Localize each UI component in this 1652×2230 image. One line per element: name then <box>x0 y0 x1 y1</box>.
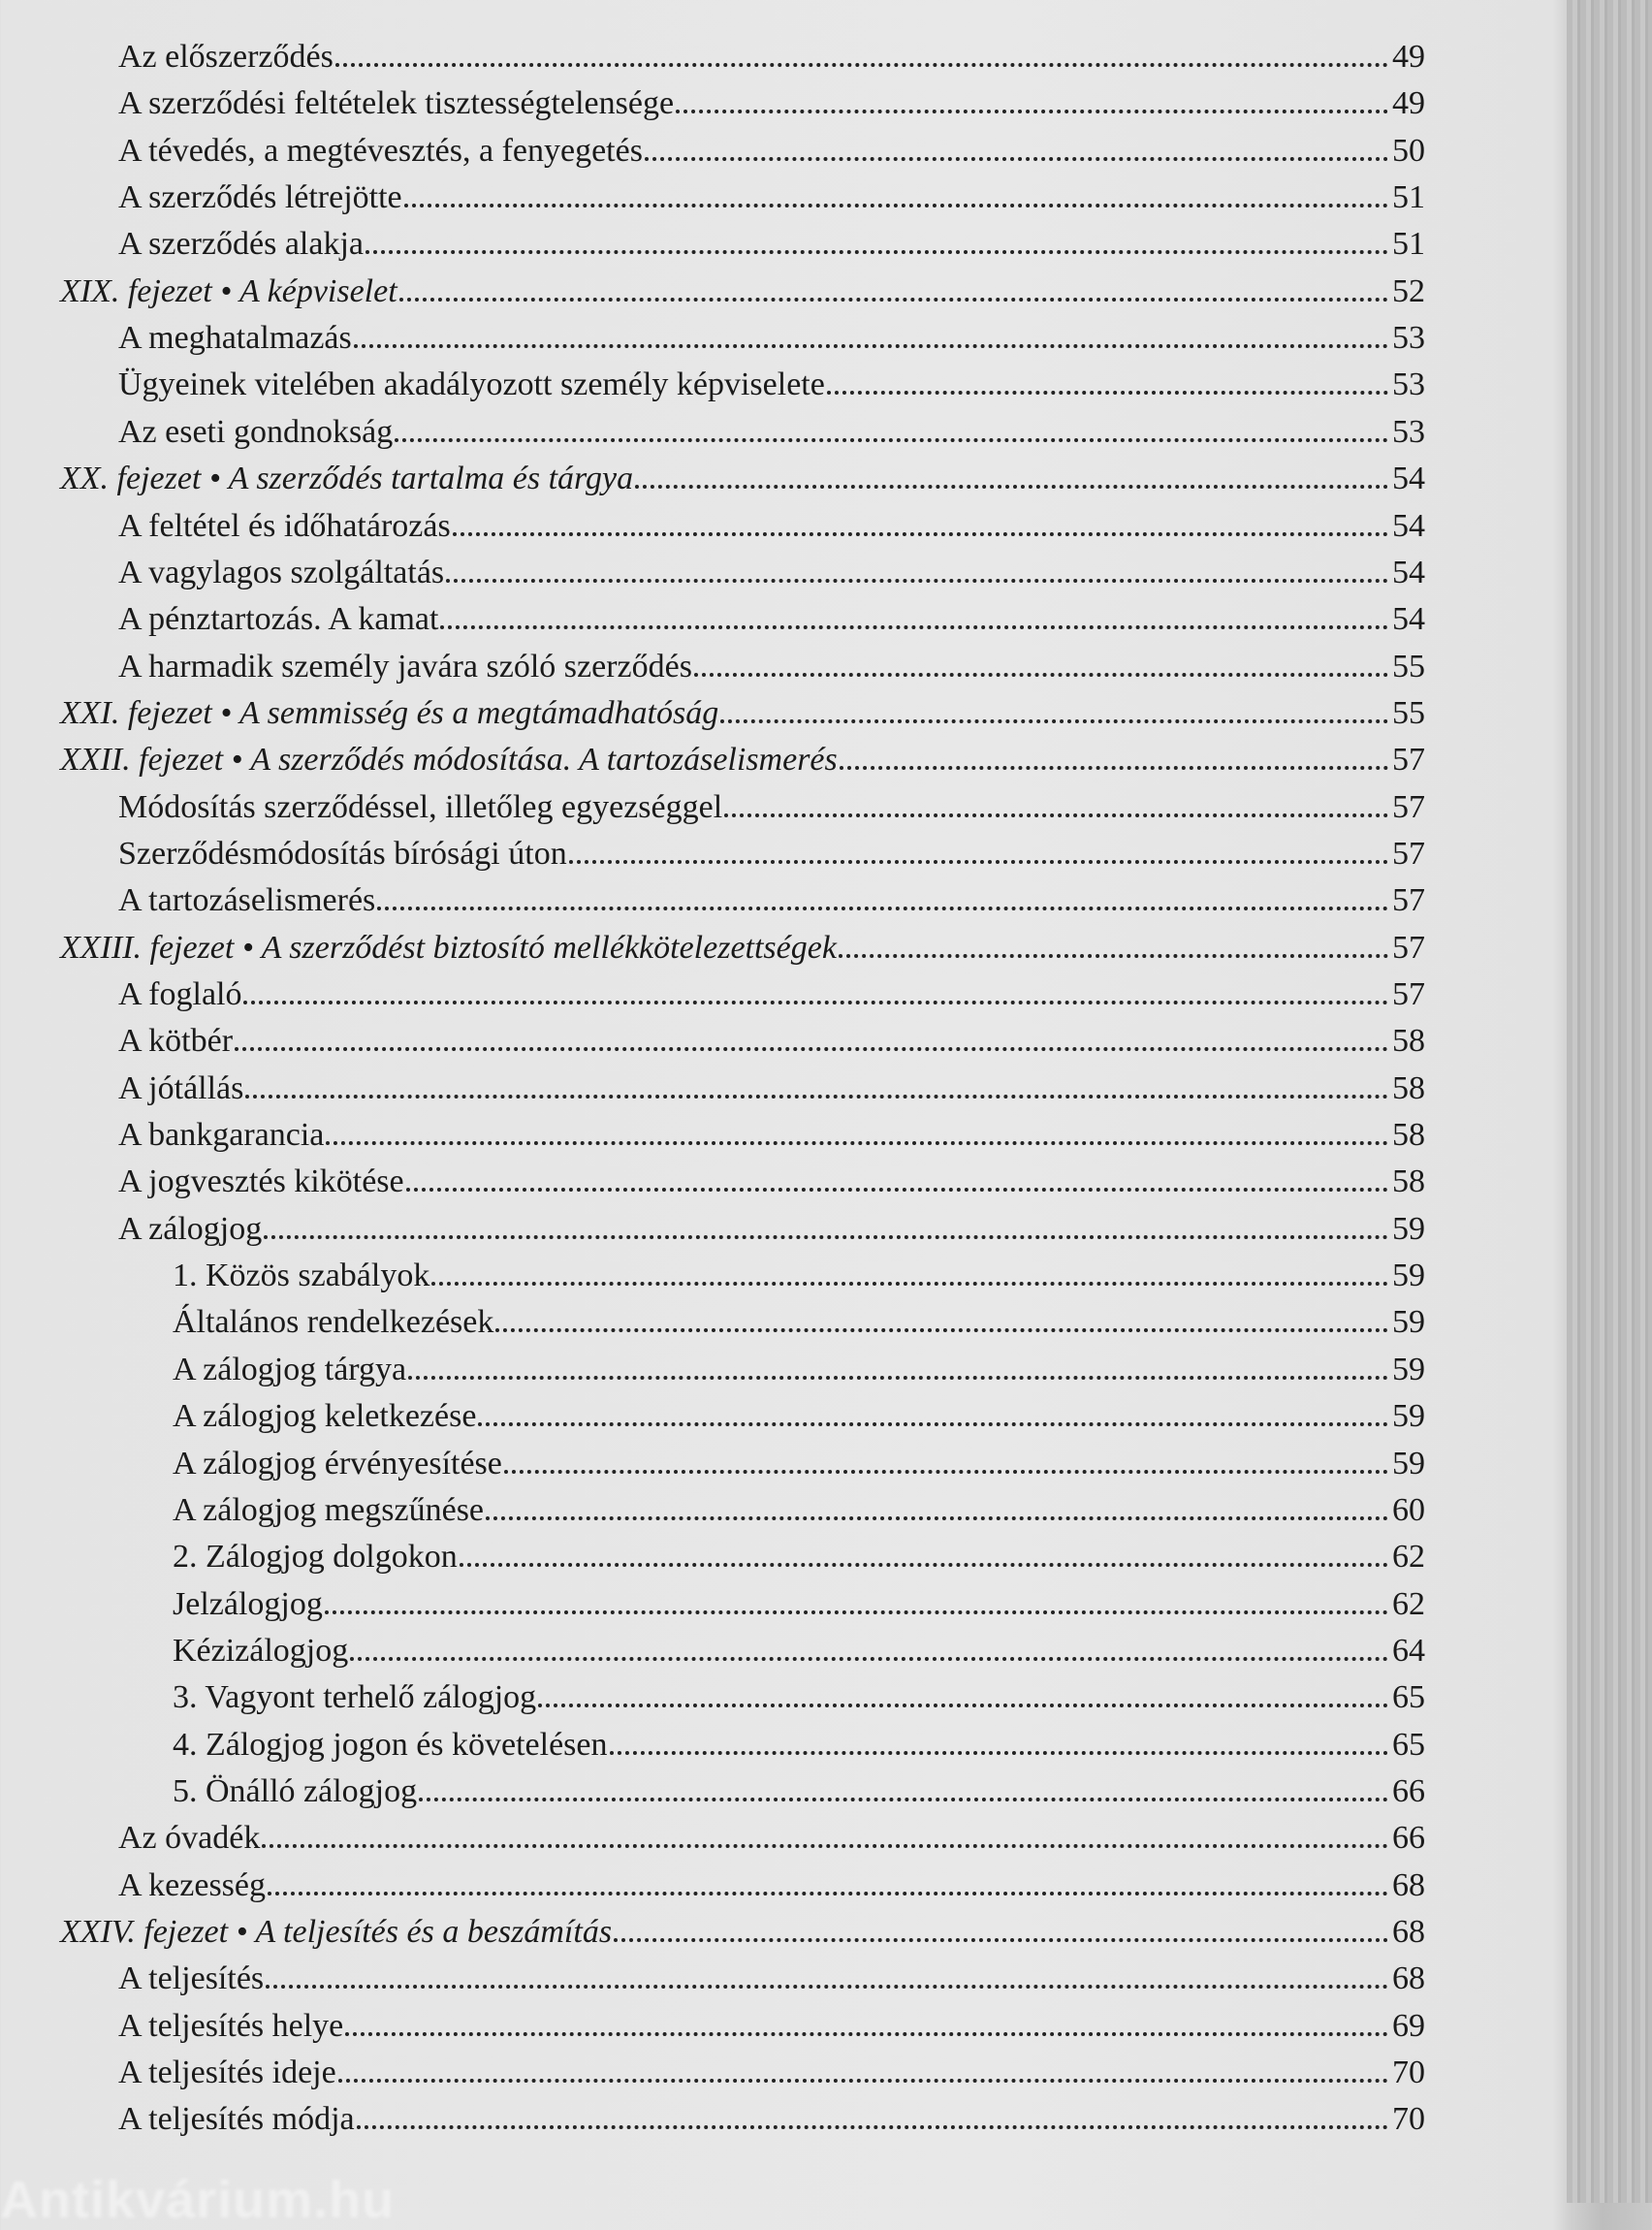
dot-leader <box>676 110 1388 113</box>
entry-title: A teljesítés helye <box>118 2007 344 2044</box>
page-number: 58 <box>1392 1163 1425 1200</box>
toc-entry <box>173 1258 1425 1304</box>
entry-title: A kötbér <box>118 1023 234 1060</box>
toc-entry <box>173 1586 1425 1633</box>
toc-entry <box>118 1117 1425 1163</box>
toc-entry <box>118 1211 1425 1258</box>
dot-leader <box>431 1282 1388 1286</box>
entry-title: Szerződésmódosítás bírósági úton <box>118 835 567 872</box>
dot-leader <box>235 1047 1388 1051</box>
toc-entry <box>118 39 1425 85</box>
toc-entry <box>173 1492 1425 1539</box>
toc-entry <box>173 1398 1425 1445</box>
toc-entry <box>118 2008 1425 2055</box>
dot-leader <box>350 1657 1388 1661</box>
dot-leader <box>262 1844 1388 1848</box>
entry-title: A jótállás <box>118 1069 244 1106</box>
dot-leader <box>486 1516 1388 1520</box>
entry-title: XXII. fejezet • A szerződés módosítása. A tartozáselismerés <box>60 742 838 779</box>
entry-title: A zálogjog érvényesítése <box>173 1445 502 1481</box>
page-number: 62 <box>1392 1585 1425 1622</box>
entry-title: 1. Közös szabályok <box>173 1258 430 1294</box>
toc-entry <box>118 1023 1425 1069</box>
page-number: 58 <box>1392 1117 1425 1154</box>
entry-title: A zálogjog megszűnése <box>173 1491 485 1528</box>
dot-leader <box>495 1328 1388 1332</box>
entry-title: A jogvesztés kikötése <box>118 1163 404 1200</box>
page-number: 68 <box>1392 1866 1425 1903</box>
dot-leader <box>635 485 1388 489</box>
page-number: 54 <box>1392 554 1425 590</box>
dot-leader <box>399 298 1388 302</box>
dot-leader <box>395 438 1388 442</box>
entry-title: A zálogjog <box>118 1210 263 1247</box>
page-number: 54 <box>1392 461 1425 497</box>
entry-title: A vagylagos szolgáltatás <box>118 554 445 590</box>
page-number: 68 <box>1392 1914 1425 1950</box>
page-number: 64 <box>1392 1632 1425 1669</box>
dot-leader <box>720 719 1388 723</box>
dot-leader <box>538 1704 1388 1707</box>
toc-entry <box>118 555 1425 601</box>
page-number: 54 <box>1392 507 1425 544</box>
dot-leader <box>345 2032 1388 2036</box>
page-number: 54 <box>1392 601 1425 638</box>
dot-leader <box>264 1235 1388 1239</box>
dot-leader <box>266 1985 1388 1989</box>
toc-entry <box>118 366 1425 413</box>
page-number: 55 <box>1392 648 1425 685</box>
page-number: 49 <box>1392 85 1425 122</box>
page-number: 69 <box>1392 2007 1425 2044</box>
page-number: 59 <box>1392 1304 1425 1341</box>
page-number: 52 <box>1392 272 1425 309</box>
toc-entry <box>118 179 1425 226</box>
entry-title: A bankgarancia <box>118 1117 325 1154</box>
toc-entry <box>173 1304 1425 1351</box>
page-number: 66 <box>1392 1820 1425 1857</box>
toc-entry <box>173 1539 1425 1585</box>
dot-leader <box>354 344 1388 348</box>
entry-title: A tévedés, a megtévesztés, a fenyegetés <box>118 132 643 169</box>
entry-title: A foglaló <box>118 976 242 1012</box>
toc-entry <box>118 226 1425 272</box>
entry-title: Az eseti gondnokság <box>118 413 394 450</box>
toc-entry <box>173 1446 1425 1492</box>
entry-title: 2. Zálogjog dolgokon <box>173 1539 458 1576</box>
toc-entry <box>173 1352 1425 1398</box>
dot-leader <box>460 1563 1388 1567</box>
dot-leader <box>408 1376 1388 1380</box>
toc-entry <box>118 649 1425 695</box>
dot-leader <box>694 673 1388 677</box>
toc-entry <box>118 2101 1425 2148</box>
page-number: 51 <box>1392 179 1425 216</box>
page-number: 59 <box>1392 1445 1425 1481</box>
toc-entry <box>118 836 1425 882</box>
page-number: 53 <box>1392 366 1425 403</box>
entry-title: XXIII. fejezet • A szerződést biztosító mellékkötelezettségek <box>60 929 837 966</box>
page-number: 58 <box>1392 1069 1425 1106</box>
page-number: 59 <box>1392 1398 1425 1435</box>
entry-title: A zálogjog tárgya <box>173 1351 407 1387</box>
entry-title: A feltétel és időhatározás <box>118 507 451 544</box>
toc-entry <box>118 1820 1425 1866</box>
toc-chapter-entry <box>60 273 1425 320</box>
dot-leader <box>335 63 1388 67</box>
entry-title: Módosítás szerződéssel, illetőleg egyezséggel <box>118 788 723 825</box>
page-number: 51 <box>1392 226 1425 263</box>
dot-leader <box>245 1095 1388 1099</box>
dot-leader <box>446 579 1388 583</box>
dot-leader <box>325 1610 1388 1614</box>
page-number: 60 <box>1392 1491 1425 1528</box>
dot-leader <box>614 1938 1388 1942</box>
dot-leader <box>357 2125 1388 2129</box>
entry-title: A szerződési feltételek tisztességtelensége <box>118 85 675 122</box>
dot-leader <box>326 1141 1388 1145</box>
page-number: 53 <box>1392 413 1425 450</box>
toc-entry <box>173 1633 1425 1679</box>
toc-chapter-entry <box>60 1914 1425 1960</box>
toc-chapter-entry <box>60 461 1425 507</box>
entry-title: A harmadik személy javára szóló szerződés <box>118 648 692 685</box>
entry-title: A szerződés létrejötte <box>118 179 402 216</box>
page-number: 62 <box>1392 1539 1425 1576</box>
toc-entry <box>118 133 1425 179</box>
entry-title: 5. Önálló zálogjog <box>173 1772 418 1809</box>
dot-leader <box>419 1798 1388 1801</box>
page-number: 65 <box>1392 1726 1425 1763</box>
page-number: 57 <box>1392 788 1425 825</box>
page-number: 57 <box>1392 742 1425 779</box>
toc-entry <box>118 414 1425 461</box>
page-number: 55 <box>1392 694 1425 731</box>
adjacent-page-edge <box>1567 0 1652 2203</box>
entry-title: XX. fejezet • A szerződés tartalma és tárgya <box>60 461 634 497</box>
entry-title: A szerződés alakja <box>118 226 364 263</box>
dot-leader <box>365 250 1388 254</box>
dot-leader <box>724 813 1388 817</box>
dot-leader <box>840 766 1388 770</box>
dot-leader <box>569 860 1388 864</box>
entry-title: XXI. fejezet • A semmisség és a megtámadhatóság <box>60 694 719 731</box>
toc-entry <box>118 2055 1425 2101</box>
dot-leader <box>243 1001 1388 1004</box>
dot-leader <box>610 1751 1388 1755</box>
entry-title: Általános rendelkezések <box>173 1304 494 1341</box>
toc-entry <box>118 601 1425 648</box>
toc-chapter-entry <box>60 930 1425 976</box>
entry-title: XIX. fejezet • A képviselet <box>60 272 397 309</box>
dot-leader <box>406 1188 1388 1192</box>
entry-title: Az előszerződés <box>118 39 334 75</box>
entry-title: A zálogjog keletkezése <box>173 1398 477 1435</box>
toc-entry <box>118 976 1425 1023</box>
toc-entry <box>118 1867 1425 1914</box>
dot-leader <box>645 157 1388 161</box>
watermark: Antikvárium.hu <box>0 2171 396 2229</box>
page-number: 50 <box>1392 132 1425 169</box>
toc-entry <box>118 1960 1425 2007</box>
page-number: 53 <box>1392 320 1425 357</box>
entry-title: A tartozáselismerés <box>118 882 376 919</box>
toc-entry <box>173 1773 1425 1820</box>
entry-title: XXIV. fejezet • A teljesítés és a beszámítás <box>60 1914 613 1950</box>
dot-leader <box>453 532 1388 536</box>
entry-title: Kézizálogjog <box>173 1632 349 1669</box>
entry-title: 3. Vagyont terhelő zálogjog <box>173 1679 537 1716</box>
dot-leader <box>338 2079 1388 2083</box>
page-number: 57 <box>1392 976 1425 1012</box>
page-number: 65 <box>1392 1679 1425 1716</box>
toc-entry <box>173 1727 1425 1773</box>
page-number: 70 <box>1392 2101 1425 2138</box>
dot-leader <box>404 204 1388 207</box>
page-number: 57 <box>1392 835 1425 872</box>
toc-chapter-entry <box>60 695 1425 742</box>
entry-title: A teljesítés módja <box>118 2101 355 2138</box>
page-number: 68 <box>1392 1960 1425 1997</box>
dot-leader <box>377 907 1388 910</box>
page-number: 57 <box>1392 929 1425 966</box>
dot-leader <box>839 954 1388 958</box>
entry-title: A meghatalmazás <box>118 320 352 357</box>
toc-entry <box>118 85 1425 132</box>
entry-title: Jelzálogjog <box>173 1585 323 1622</box>
toc-entry <box>173 1679 1425 1726</box>
toc-entry <box>118 1070 1425 1117</box>
entry-title: 4. Zálogjog jogon és követelésen <box>173 1726 608 1763</box>
toc-entry <box>118 320 1425 366</box>
toc-entry <box>118 882 1425 929</box>
dot-leader <box>440 625 1388 629</box>
page-number: 59 <box>1392 1258 1425 1294</box>
page-number: 57 <box>1392 882 1425 919</box>
toc-entry <box>118 789 1425 836</box>
toc-chapter-entry <box>60 742 1425 788</box>
page-number: 66 <box>1392 1772 1425 1809</box>
dot-leader <box>478 1422 1388 1426</box>
page-number: 59 <box>1392 1210 1425 1247</box>
dot-leader <box>827 391 1388 395</box>
dot-leader <box>504 1470 1388 1474</box>
entry-title: Ügyeinek vitelében akadályozott személy képviselete <box>118 366 825 403</box>
dot-leader <box>268 1892 1388 1896</box>
entry-title: A teljesítés <box>118 1960 265 1997</box>
toc-entry <box>118 1163 1425 1210</box>
entry-title: A pénztartozás. A kamat <box>118 601 439 638</box>
page-number: 58 <box>1392 1023 1425 1060</box>
page-number: 49 <box>1392 39 1425 75</box>
entry-title: Az óvadék <box>118 1820 261 1857</box>
toc-entry <box>118 508 1425 555</box>
page-number: 59 <box>1392 1351 1425 1387</box>
page-number: 70 <box>1392 2055 1425 2091</box>
entry-title: A kezesség <box>118 1866 267 1903</box>
entry-title: A teljesítés ideje <box>118 2055 336 2091</box>
